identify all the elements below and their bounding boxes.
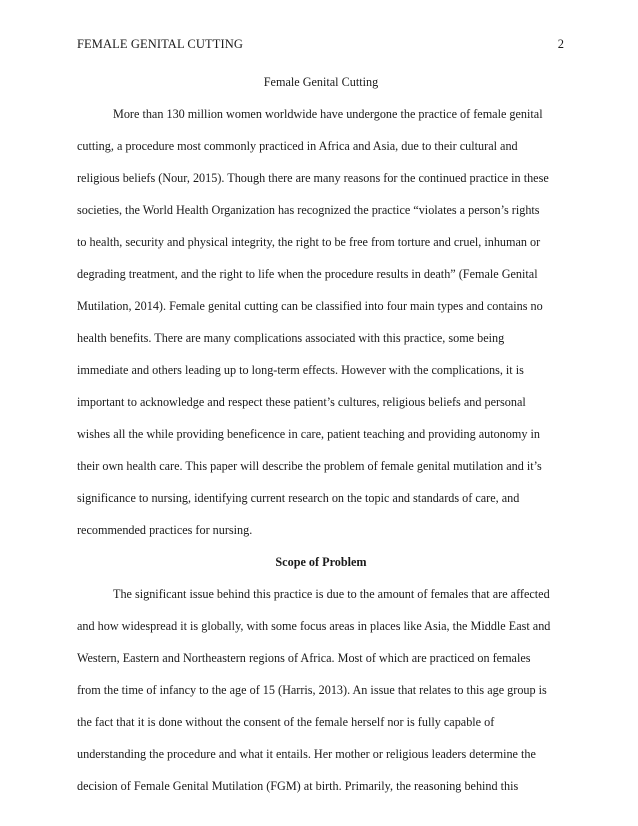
paragraph-line: understanding the procedure and what it entails. Her mother or religious leaders determine the <box>77 747 536 761</box>
running-head: FEMALE GENITAL CUTTING <box>77 37 243 51</box>
paragraph-line: wishes all the while providing beneficence in care, patient teaching and providing autonomy in <box>77 427 540 441</box>
paragraph-line: immediate and others leading up to long-term effects. However with the complications, it is <box>77 363 524 377</box>
paragraph-line: to health, security and physical integrity, the right to be free from torture and cruel, inhuman or <box>77 235 541 249</box>
paragraph-line: Mutilation, 2014). Female genital cutting can be classified into four main types and contains no <box>77 299 543 313</box>
paragraph-line: The significant issue behind this practice is due to the amount of females that are affected <box>113 587 550 601</box>
section-heading: Scope of Problem <box>275 555 367 569</box>
paragraph-line: the fact that it is done without the consent of the female herself nor is fully capable of <box>77 715 495 729</box>
paragraph-line: health benefits. There are many complications associated with this practice, some being <box>77 331 505 345</box>
paragraph-line: and how widespread it is globally, with some focus areas in places like Asia, the Middle East and <box>77 619 551 633</box>
paragraph-line: decision of Female Genital Mutilation (FGM) at birth. Primarily, the reasoning behind this <box>77 779 519 793</box>
page-number: 2 <box>557 37 564 51</box>
paragraph-line: More than 130 million women worldwide have undergone the practice of female genital <box>113 107 543 121</box>
paragraph-line: significance to nursing, identifying current research on the topic and standards of care, and <box>77 491 520 505</box>
paragraph-line: recommended practices for nursing. <box>77 523 253 537</box>
paragraph-line: societies, the World Health Organization has recognized the practice “violates a person’s rights <box>77 203 540 217</box>
paragraph-line: degrading treatment, and the right to life when the procedure results in death” (Female Genital <box>77 267 538 281</box>
paragraph-scope <box>77 578 565 802</box>
paper-title: Female Genital Cutting <box>263 75 379 89</box>
paragraph-line: their own health care. This paper will describe the problem of female genital mutilation and it’s <box>77 459 542 473</box>
document-body <box>77 66 565 802</box>
paragraph-line: Western, Eastern and Northeastern regions of Africa. Most of which are practiced on females <box>77 651 531 665</box>
paragraph-line: important to acknowledge and respect these patient’s cultures, religious beliefs and personal <box>77 395 526 409</box>
paragraph-introduction <box>77 98 565 546</box>
paragraph-line: religious beliefs (Nour, 2015). Though there are many reasons for the continued practice in these <box>77 171 549 185</box>
paragraph-line: from the time of infancy to the age of 15 (Harris, 2013). An issue that relates to this age group is <box>77 683 547 697</box>
paragraph-line: cutting, a procedure most commonly practiced in Africa and Asia, due to their cultural and <box>77 139 518 153</box>
